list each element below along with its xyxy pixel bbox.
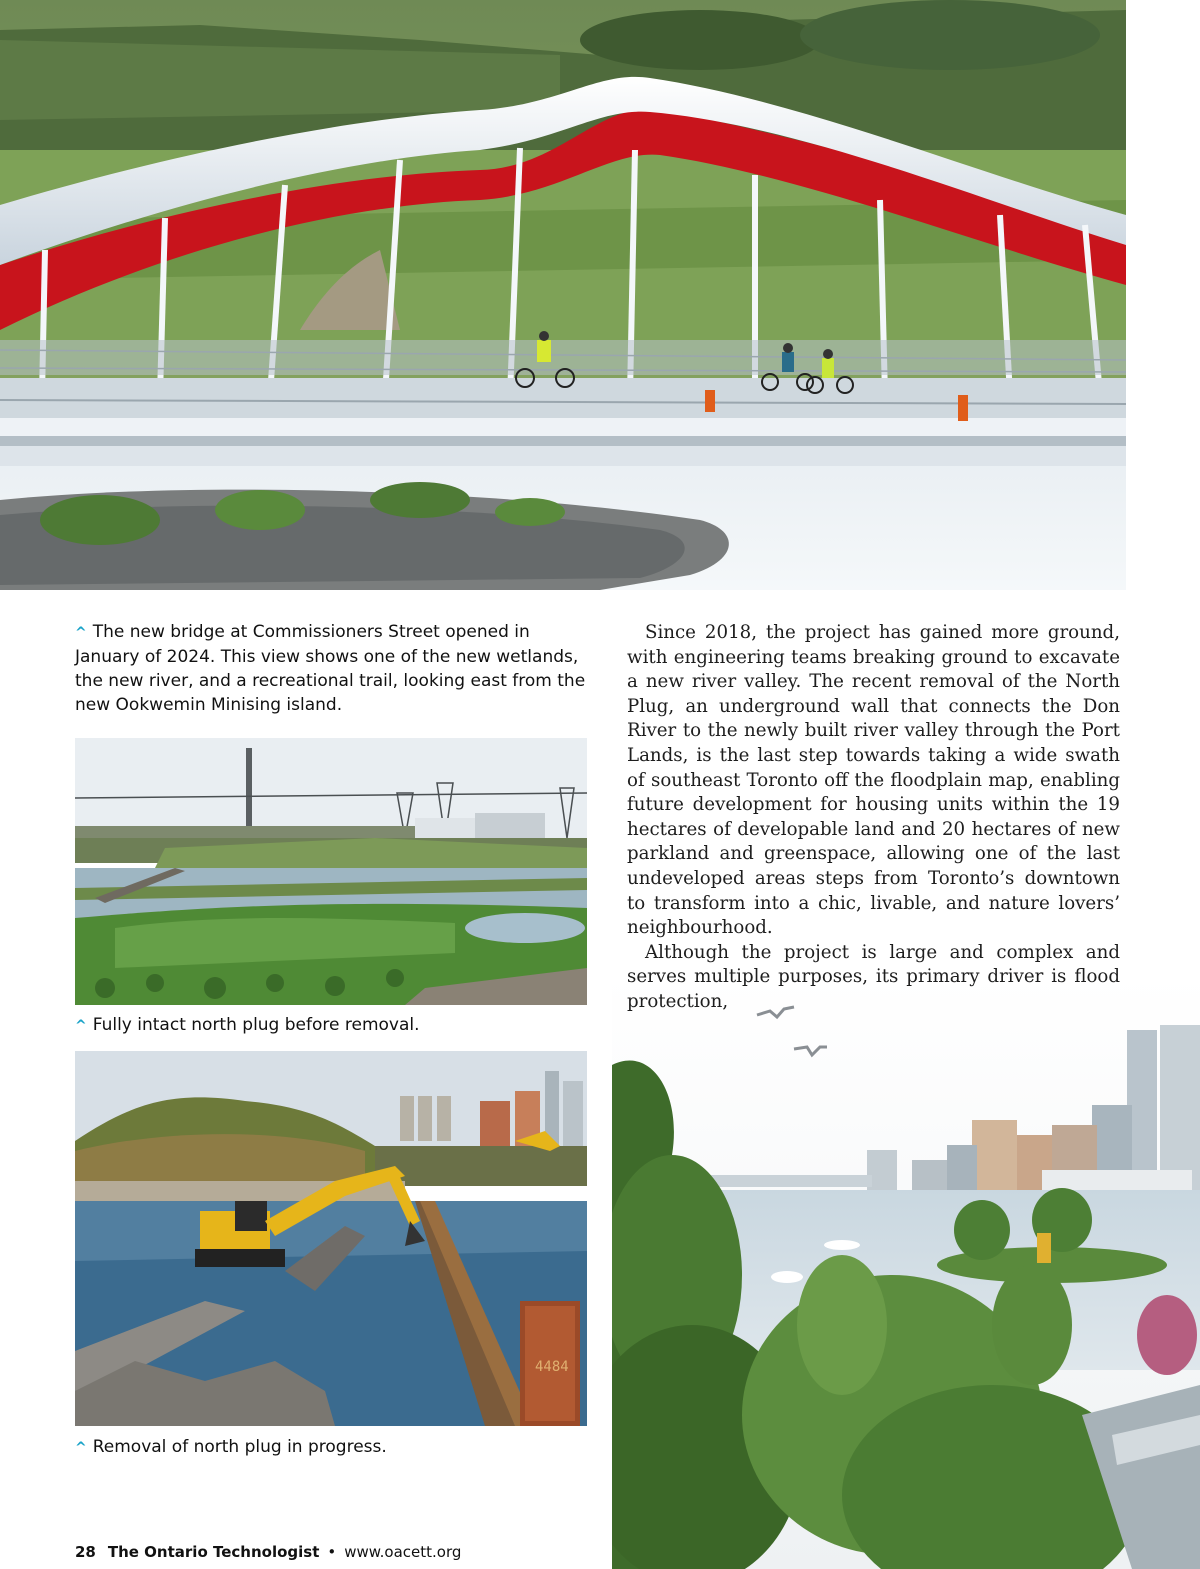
north-plug-before-caption-text: Fully intact north plug before removal. bbox=[92, 1015, 420, 1035]
page-number: 28 bbox=[75, 1543, 96, 1561]
bridge-caption bbox=[75, 620, 587, 717]
caret-icon: ^ bbox=[75, 625, 87, 641]
article-body bbox=[627, 621, 1120, 1015]
north-plug-removal-caption-text: Removal of north plug in progress. bbox=[92, 1437, 387, 1457]
harbour-skyline-photo bbox=[612, 975, 1200, 1569]
north-plug-before-caption bbox=[75, 1013, 587, 1038]
article-paragraph-1: Since 2018, the project has gained more ground, with engineering teams breaking ground to excavate a new river valley. The recent removal of the North Plug, an underground wall that connects the Don River to the newly built river valley through the Port Lands, is the last step towards taking a wide swath of southeast Toronto off the floodplain map, enabling future development for housing units within the 19 hectares of developable land and 20 hectares of new parkland and greenspace, allowing one of the last undeveloped areas steps from Toronto’s downtown to transform into a chic, livable, and nature lovers’ neighbourhood. bbox=[627, 622, 1120, 939]
caret-icon: ^ bbox=[75, 1018, 87, 1034]
article-paragraph-2: Although the project is large and complex and serves multiple purposes, its primary driver is flood protection, bbox=[627, 941, 1120, 1012]
excavator-photo bbox=[75, 1051, 587, 1426]
footer-url[interactable]: www.oacett.org bbox=[344, 1543, 462, 1561]
caret-icon: ^ bbox=[75, 1440, 87, 1456]
svg-text:4484: 4484 bbox=[535, 1359, 569, 1375]
bridge-caption-text: The new bridge at Commissioners Street opened in January of 2024. This view shows one of the new wetlands, the new river, and a recreational trail, looking east from the new Ookwemin Minising island. bbox=[75, 622, 586, 715]
publication-name: The Ontario Technologist bbox=[107, 1543, 320, 1561]
footer-separator: • bbox=[327, 1543, 337, 1561]
bridge-photo bbox=[0, 0, 1126, 590]
wetland-photo bbox=[75, 738, 587, 1005]
north-plug-removal-caption bbox=[75, 1435, 587, 1460]
page-footer bbox=[75, 1543, 575, 1561]
